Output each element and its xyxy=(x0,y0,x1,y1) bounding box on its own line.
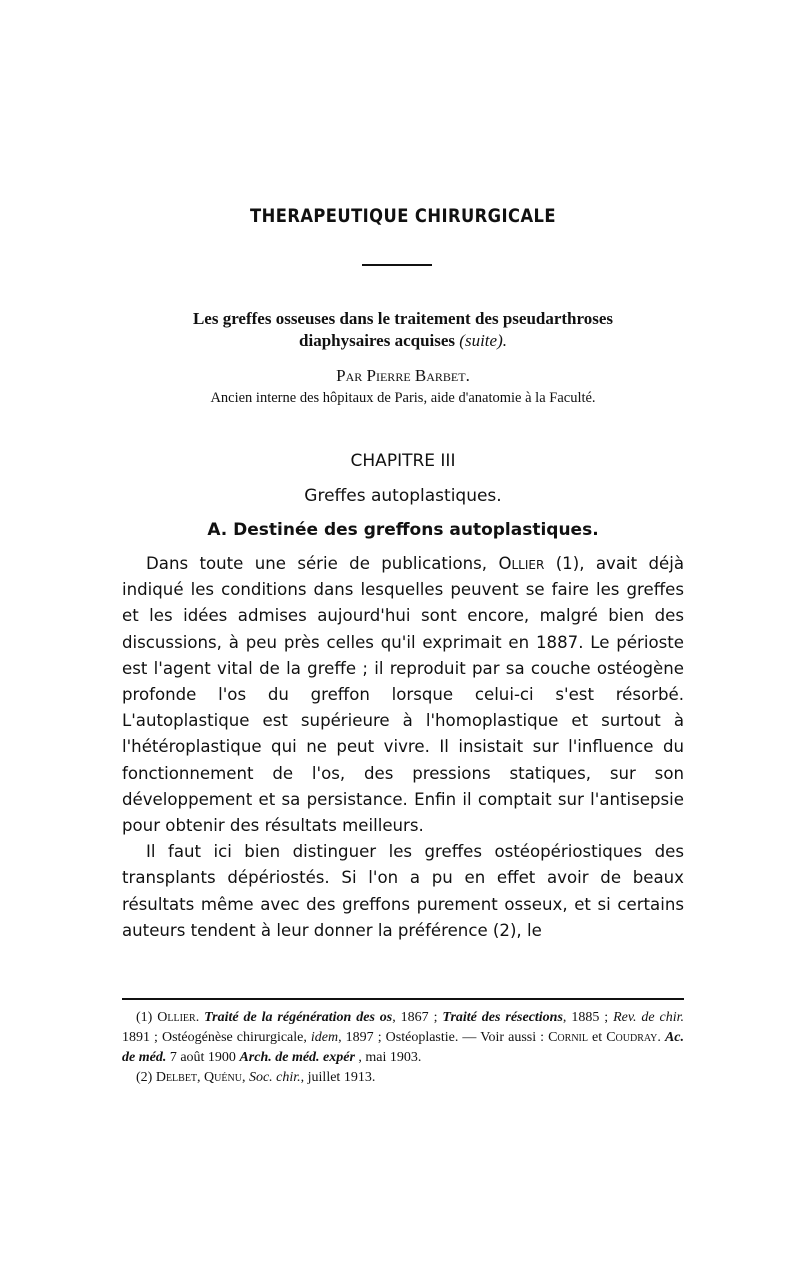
running-title: THERAPEUTIQUE CHIRURGICALE xyxy=(250,205,556,227)
footnote-1-sep-b: , 1867 ; xyxy=(392,1010,443,1025)
footnote-2-end: , juillet 1913. xyxy=(300,1070,376,1085)
paragraph-2: Il faut ici bien distinguer les greffes ostéopériostiques des transplants dépériostés. Si l'on a pu en effet avoir de beaux résultats même avec des greffons purement osseux, et si certains auteurs tendent à leur donner la préférence (2), le xyxy=(122,842,684,940)
paragraph-1 xyxy=(122,551,684,839)
author-name: Par Pierre Barbet. xyxy=(336,366,470,385)
footnote-1-journal-3: Arch. de méd. expér xyxy=(239,1050,355,1065)
footnote-1-author-2: Cornil xyxy=(548,1030,588,1045)
footnote-1-author-3: Coudray xyxy=(606,1030,658,1045)
footnote-2-author-2: Quénu xyxy=(204,1070,242,1085)
footnote-1-author: Ollier xyxy=(157,1010,196,1025)
footnote-2-sep-a: , xyxy=(197,1070,205,1085)
footnote-2-sep-b: , xyxy=(241,1070,249,1085)
book-page xyxy=(122,0,684,1262)
article-title-line2 xyxy=(122,330,684,352)
title-divider xyxy=(362,264,432,266)
footnote-1-sep-c: , 1885 ; xyxy=(562,1010,614,1025)
footnote-1-number: (1) xyxy=(136,1010,158,1025)
footnote-1-sep-e: , 1897 ; Ostéoplastie. — Voir aussi : xyxy=(338,1030,549,1045)
article-title-suite: (suite). xyxy=(459,331,507,350)
subsection-heading: A. Destinée des greffons autoplastiques. xyxy=(207,520,599,540)
footnote-1-sep-f: et xyxy=(587,1030,607,1045)
footnote-1-sep-a: . xyxy=(195,1010,205,1025)
paragraph-1-rest: (1), avait déjà indiqué les conditions dans lesquelles peuvent se faire les greffes et les idées admises aujourd'hui sont encore, malgré bien des discussions, à peu près celles qu'il exprimait en 1887. Le périoste est l'agent vital de la greffe ; il reproduit par sa couche ostéogène profonde l'os du greffon lorsque celui-ci s'est résorbé. L'autoplastique est supérieure à l'homoplastique et surtout à l'hétéroplastique qui ne peut vivre. Il insistait sur l'influence du fonctionnement de l'os, des pressions statiques, sur son développement et sa persistance. Enfin il comptait sur l'antisepsie pour obtenir des résultats meilleurs. xyxy=(122,554,684,836)
body-text xyxy=(122,551,684,944)
author-affiliation: Ancien interne des hôpitaux de Paris, aide d'anatomie à la Faculté. xyxy=(210,390,596,406)
footnote-1-work-2: Traité des résections xyxy=(442,1010,563,1025)
article-title-line1: Les greffes osseuses dans le traitement des pseudarthroses xyxy=(192,309,614,328)
article-title-line2-text: diaphysaires acquises xyxy=(299,331,456,350)
footnote-1-sep-g: . xyxy=(657,1030,665,1045)
footnote-1-idem: idem xyxy=(310,1030,339,1045)
footnote-1-sep-d: 1891 ; Ostéogénèse chirurgicale, xyxy=(122,1030,311,1045)
section-heading: Greffes autoplastiques. xyxy=(304,486,502,506)
paragraph-1-start: Dans toute une série de publications, xyxy=(146,554,499,573)
footnotes xyxy=(122,1008,684,1088)
footnote-1-work-1: Traité de la régénération des os xyxy=(204,1010,393,1025)
footnote-divider xyxy=(122,998,684,1000)
author-line xyxy=(122,366,684,386)
footnote-2-author-1: Delbet xyxy=(155,1070,198,1085)
footnote-1-journal-1: Rev. de chir. xyxy=(613,1010,685,1025)
footnote-1-end: , mai 1903. xyxy=(354,1050,422,1065)
footnote-2 xyxy=(122,1068,684,1088)
footnote-2-number: (2) xyxy=(136,1070,156,1085)
footnote-1-journal-2: Ac. de méd. xyxy=(122,1030,684,1065)
author-ref-ollier: Ollier xyxy=(498,554,545,573)
footnote-1-sep-h: 7 août 1900 xyxy=(166,1050,240,1065)
footnote-1 xyxy=(122,1008,684,1068)
article-title xyxy=(122,308,684,352)
footnote-2-journal: Soc. chir. xyxy=(248,1070,301,1085)
chapter-heading: CHAPITRE III xyxy=(350,451,456,471)
